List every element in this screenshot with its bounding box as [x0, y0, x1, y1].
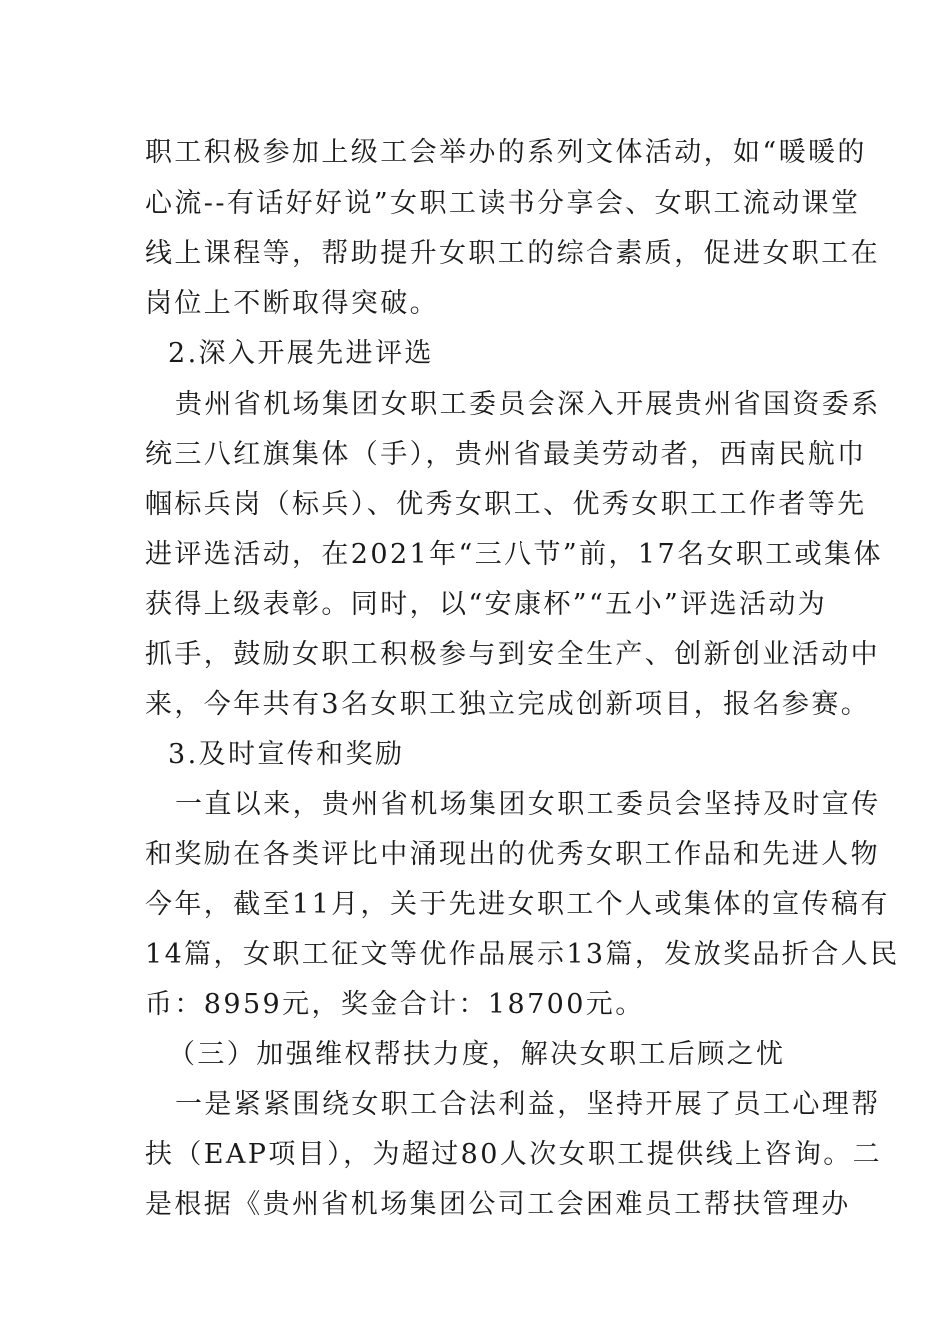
paragraph-line: 贵州省机场集团女职工委员会深入开展贵州省国资委系: [175, 389, 881, 420]
paragraph-line: 职工积极参加上级工会举办的系列文体活动，如“暖暖的: [145, 137, 867, 168]
paragraph-line: 心流--有话好好说”女职工读书分享会、女职工流动课堂: [145, 188, 861, 219]
section-heading: 3.及时宣传和奖励: [168, 739, 405, 770]
paragraph-line: 来，今年共有3名女职工独立完成创新项目，报名参赛。: [145, 689, 871, 720]
paragraph-line: 币：8959元，奖金合计：18700元。: [145, 989, 645, 1020]
paragraph-line: 抓手，鼓励女职工积极参与到安全生产、创新创业活动中: [145, 639, 880, 670]
paragraph-line: 进评选活动，在2021年“三八节”前，17名女职工或集体: [145, 539, 883, 570]
paragraph-line: 扶（EAP项目），为超过80人次女职工提供线上咨询。二: [145, 1139, 883, 1170]
paragraph-line: 岗位上不断取得突破。: [145, 288, 439, 319]
section-heading: （三）加强维权帮扶力度，解决女职工后顾之忧: [168, 1039, 786, 1070]
paragraph-line: 获得上级表彰。同时，以“安康杯”“五小”评选活动为: [145, 589, 828, 620]
paragraph-line: 是根据《贵州省机场集团公司工会困难员工帮扶管理办: [145, 1189, 851, 1220]
paragraph-line: 帼标兵岗（标兵）、优秀女职工、优秀女职工工作者等先: [145, 489, 867, 520]
paragraph-line: 14篇，女职工征文等优作品展示13篇，发放奖品折合人民: [145, 939, 900, 970]
paragraph-line: 线上课程等，帮助提升女职工的综合素质，促进女职工在: [145, 238, 880, 269]
paragraph-line: 一直以来，贵州省机场集团女职工委员会坚持及时宣传: [175, 789, 881, 820]
paragraph-line: 今年，截至11月，关于先进女职工个人或集体的宣传稿有: [145, 889, 890, 920]
section-heading: 2.深入开展先进评选: [168, 338, 434, 369]
paragraph-line: 和奖励在各类评比中涌现出的优秀女职工作品和先进人物: [145, 839, 880, 870]
paragraph-line: 一是紧紧围绕女职工合法利益，坚持开展了员工心理帮: [175, 1089, 881, 1120]
paragraph-line: 统三八红旗集体（手），贵州省最美劳动者，西南民航巾: [145, 439, 867, 470]
